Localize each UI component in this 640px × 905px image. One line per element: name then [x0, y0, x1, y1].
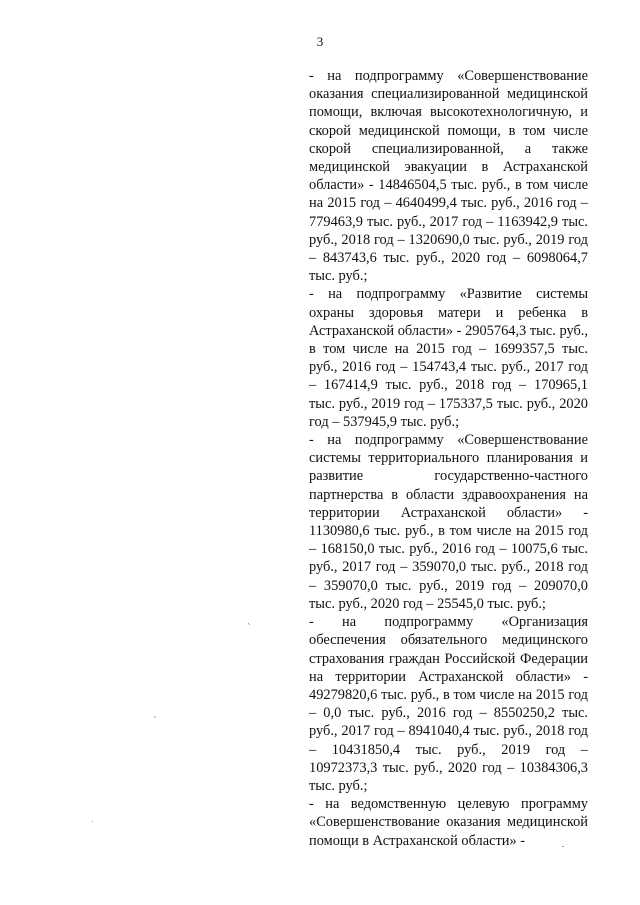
text-column	[309, 67, 588, 850]
paragraph-mother-child-subprogram: - на подпрограмму «Развитие системы охраны здоровья матери и ребенка в Астраханской области» - 2905764,3 тыс. руб., в том числе на 2015 год – 1699357,5 тыс. руб., 2016 год – 154743,4 тыс. руб., 2017 год – 167414,9 тыс. руб., 2018 год – 170965,1 тыс. руб., 2019 год – 175337,5 тыс. руб., 2020 год – 537945,9 тыс. руб.;	[309, 286, 588, 430]
paragraph-medical-insurance-subprogram: - на подпрограмму «Организация обеспечения обязательного медицинского страхования граждан Российской Федерации на территории Астраханской области» - 49279820,6 тыс. руб., в том числе на 2015 год – 0,0 тыс. руб., 2016 год – 8550250,2 тыс. руб., 2017 год – 8941040,4 тыс. руб., 2018 год – 10431850,4 тыс. руб., 2019 год – 10972373,3 тыс. руб., 2020 год – 10384306,3 тыс. руб.;	[309, 614, 588, 794]
scan-speck	[249, 624, 250, 625]
paragraph-territorial-planning-subprogram: - на подпрограмму «Совершенствование системы территориального планирования и развитие государственно-частного партнерства в области здравоохранения на территории Астраханской области» - 1130980,6 тыс. руб., в том числе на 2015 год – 168150,0 тыс. руб., 2016 год – 10075,6 тыс. руб., 2017 год – 359070,0 тыс. руб., 2018 год – 359070,0 тыс. руб., 2019 год – 209070,0 тыс. руб., 2020 год – 25545,0 тыс. руб.;	[309, 432, 588, 612]
scan-speck	[155, 717, 156, 718]
paragraph-departmental-program: - на ведомственную целевую программу «Совершенствование оказания медицинской помощи в Астраханской области» -	[309, 796, 588, 849]
page-number: 3	[316, 34, 324, 49]
scan-speck	[563, 846, 564, 847]
paragraph-specialized-care-subprogram: - на подпрограмму «Совершенствование оказания специализированной медицинской помощи, включая высокотехнологичную, и скорой медицинской помощи, в том числе скорой специализированной, а также медицинской эвакуации в Астраханской области» - 14846504,5 тыс. руб., в том числе на 2015 год – 4640499,4 тыс. руб., 2016 год – 779463,9 тыс. руб., 2017 год – 1163942,9 тыс. руб., 2018 год – 1320690,0 тыс. руб., 2019 год – 843743,6 тыс. руб., 2020 год – 6098064,7 тыс. руб.;	[309, 68, 588, 285]
scan-speck	[92, 821, 93, 822]
